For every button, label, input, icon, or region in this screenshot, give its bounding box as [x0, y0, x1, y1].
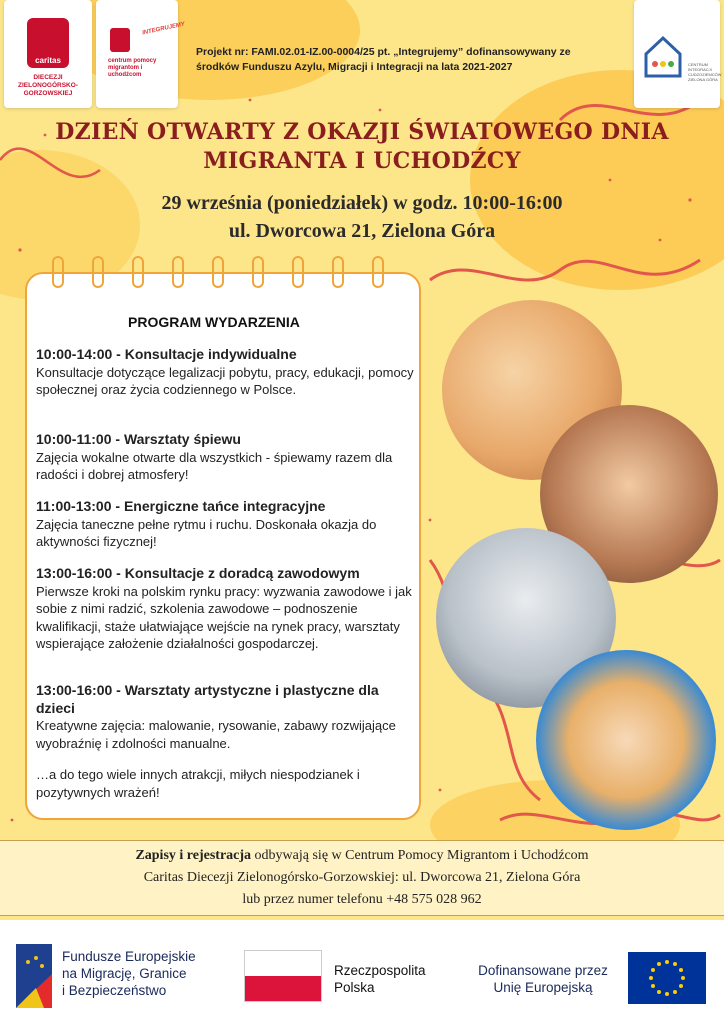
notepad-ring	[212, 256, 224, 288]
registration-line-1	[0, 848, 724, 864]
eu-cofinanced-text	[468, 962, 618, 996]
program-item-desc: Kreatywne zajęcia: malowanie, rysowanie, zabawy rozwijające wyobraźnię i zdolności manualne.	[36, 718, 396, 751]
eu-line-1: Dofinansowane przez	[478, 963, 608, 978]
title-line-2: MIGRANTA I UCHODŹCY	[203, 148, 521, 174]
poland-logo-text	[334, 962, 454, 996]
notepad-ring	[132, 256, 144, 288]
fe-line-3: i Bezpieczeństwo	[62, 983, 167, 998]
caritas-logo-card	[4, 0, 92, 108]
notepad-ring	[172, 256, 184, 288]
eu-line-2: Unię Europejską	[493, 980, 593, 995]
registration-bold: Zapisy i rejestracja	[135, 848, 252, 863]
event-address: ul. Dworcowa 21, Zielona Góra	[228, 220, 496, 242]
notepad-ring	[372, 256, 384, 288]
notepad-ring	[52, 256, 64, 288]
pl-line-2: Polska	[334, 980, 375, 995]
program-item-title: 13:00-16:00 - Warsztaty artystyczne i plastyczne dla dzieci	[36, 682, 379, 716]
centrum-logo-text: centrum pomocy migrantom i uchodźcom	[108, 58, 157, 78]
program-item	[36, 346, 416, 399]
program-item-desc: Zajęcia taneczne pełne rytmu i ruchu. Doskonała okazja do aktywności fizycznej!	[36, 516, 377, 549]
eu-funds-logo-text	[62, 948, 222, 999]
notepad-ring	[92, 256, 104, 288]
program-item	[36, 682, 416, 752]
caritas-cross-icon	[110, 28, 130, 52]
program-item-desc: Konsultacje dotyczące legalizacji pobytu, pracy, edukacji, pomocy społecznej oraz życia codziennego w Polsce.	[36, 364, 414, 397]
notepad-ring	[332, 256, 344, 288]
registration-line-1-rest: odbywają się w Centrum Pomocy Migrantom i Uchodźcom	[251, 848, 589, 863]
poland-flag-icon	[244, 950, 322, 1002]
program-item	[36, 565, 416, 653]
program-closing: …a do tego wiele innych atrakcji, miłych niespodzianek i pozytywnych wrażeń!	[36, 767, 360, 800]
house-icon	[642, 32, 684, 80]
photo-painted-hands	[536, 650, 716, 830]
centrum-logo-card	[96, 0, 186, 108]
eu-funds-logo-icon	[16, 944, 52, 1008]
project-info: Projekt nr: FAMI.02.01-IZ.00-0004/25 pt. „Integrujemy” dofinansowywany ze środków Funduszu Azylu, Migracji i Integracji na lata 2021-2027	[196, 46, 571, 73]
notepad-ring	[252, 256, 264, 288]
event-datetime: 29 września (poniedziałek) w godz. 10:00-16:00	[161, 192, 563, 214]
program-item-title: 10:00-14:00 - Konsultacje indywidualne	[36, 346, 297, 362]
registration-line-2: Caritas Diecezji Zielonogórsko-Gorzowskiej: ul. Dworcowa 21, Zielona Góra	[143, 870, 581, 885]
caritas-logo-subtitle: DIECEZJI ZIELONOGÓRSKO-GORZOWSKIEJ	[18, 74, 78, 97]
caritas-logo-label: caritas	[35, 56, 61, 65]
program-item-desc: Zajęcia wokalne otwarte dla wszystkich - śpiewamy razem dla radości i dobrej atmosfery!	[36, 449, 393, 482]
pl-line-1: Rzeczpospolita	[334, 963, 426, 978]
program-item-title: 10:00-11:00 - Warsztaty śpiewu	[36, 431, 241, 447]
program-item-title: 11:00-13:00 - Energiczne tańce integracyjne	[36, 498, 326, 514]
fe-line-1: Fundusze Europejskie	[62, 949, 196, 964]
title-line-1: DZIEŃ OTWARTY Z OKAZJI ŚWIATOWEGO DNIA	[55, 119, 669, 145]
registration-band	[0, 840, 724, 916]
program-item	[36, 431, 416, 484]
program-heading: PROGRAM WYDARZENIA	[128, 314, 300, 330]
integration-center-logo-text: CENTRUM INTEGRACJI CUDZOZIEMCÓW ZIELONA GÓRA	[688, 62, 722, 82]
program-item-desc: Pierwsze kroki na polskim rynku pracy: wyzwania zawodowe i jak sobie z nimi radzić, szkolenia zawodowe – podnoszenie kwalifikacji, staże ułatwiające wejście na rynek pracy, warsztaty wspierające założenie działalności gospodarczej.	[36, 583, 412, 651]
fe-line-2: na Migrację, Granice	[62, 966, 187, 981]
eu-flag-icon	[628, 952, 706, 1004]
notepad-ring	[292, 256, 304, 288]
program-item-title: 13:00-16:00 - Konsultacje z doradcą zawodowym	[36, 565, 360, 581]
integration-center-logo-card	[634, 0, 720, 108]
centrum-logo-tag: INTEGRUJEMY	[141, 21, 186, 37]
registration-phone: lub przez numer telefonu +48 575 028 962	[242, 892, 482, 907]
program-item	[36, 498, 416, 551]
page-title	[30, 118, 694, 176]
